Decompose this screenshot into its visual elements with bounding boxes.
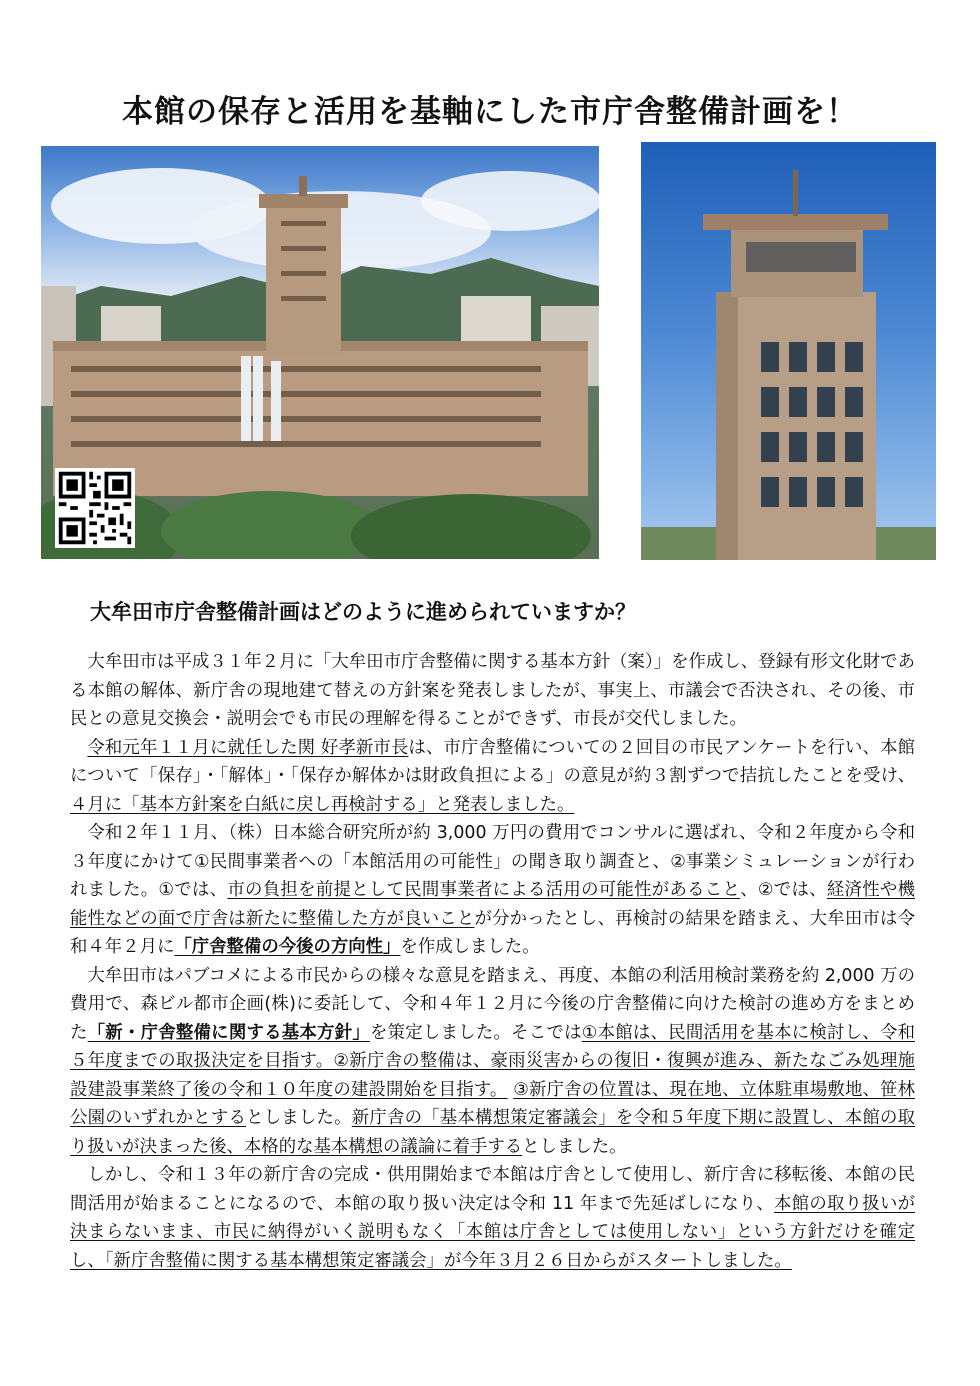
paragraph-4: 大牟田市はパブコメによる市民からの様々な意見を踏まえ、再度、本館の利活用検討業務を約 2,000 万の費用で、森ビル都市企画(株)に委託して、令和４年１２月に今後の庁舎整備に向けた検討の進め方をまとめた「新・庁舎整備に関する基本方針」を策定しました。そこでは①本館は、民間活用を基本に検討し、令和５年度までの取扱決定を目指す。②新庁舎の整備は、豪雨災害からの復旧・復興が進み、新たなごみ処理施設建設事業終了後の令和１０年度の建設開始を目指す。 ③新庁舎の位置は、現在地、立体駐車場敷地、笹林公園のいずれかとするとしました。新庁舎の「基本構想策定審議会」を令和５年度下期に設置し、本館の取り扱いが決まった後、本格的な基本構想の議論に着手するとしました。 [70, 965, 916, 1157]
paragraph-3: 令和２年１１月、（株）日本総合研究所が約 3,000 万円の費用でコンサルに選ばれ、令和２年度から令和３年度にかけて①民間事業者への「本館活用の可能性」の聞き取り調査と、②事業シミュレーションが行われました。①では、市の負担を前提として民間事業者による活用の可能性があること、②では、経済性や機能性などの面で庁舎は新たに整備した方が良いことが分かったとし、再検討の結果を踏まえ、大牟田市は令和４年２月に「庁舎整備の今後の方向性」を作成しました。 [70, 823, 915, 957]
article-body [70, 648, 915, 1275]
paragraph-5: しかし、令和１３年の新庁舎の完成・供用開始まで本館は庁舎として使用し、新庁舎に移転後、本館の民間活用が始まることになるので、本館の取り扱い決定は令和 11 年まで先延ばしになり、本館の取り扱いが決まらないまま、市民に納得がいく説明もなく「本館は庁舎としては使用しない」という方針だけを確定し、「新庁舎整備に関する基本構想策定審議会」が今年３月２６日からがスタートしました。 [70, 1165, 915, 1271]
page-title: 本館の保存と活用を基軸にした市庁舎整備計画を！ [122, 94, 858, 130]
section-heading: 大牟田市庁舎整備計画はどのように進められていますか？ [90, 600, 636, 624]
paragraph-1: 大牟田市は平成３１年２月に「大牟田市庁舎整備に関する基本方針（案）」を作成し、登録有形文化財である本館の解体、新庁舎の現地建て替えの方針案を発表しましたが、事実上、市議会で否決され、その後、市民との意見交換会・説明会でも市民の理解を得ることができず、市長が交代しました。 [70, 652, 915, 729]
paragraph-2: 令和元年１１月に就任した関 好孝新市長は、市庁舎整備についての２回目の市民アンケートを行い、本館について「保存」・「解体」・「保存か解体かは財政負担による」の意見が約３割ずつで拮抗したことを受け、４月に「基本方針案を白紙に戻し再検討する」と発表しました。 [70, 737, 915, 815]
tower-photo [641, 142, 936, 560]
city-hall-photo [41, 146, 599, 559]
qr-code[interactable] [55, 468, 135, 548]
